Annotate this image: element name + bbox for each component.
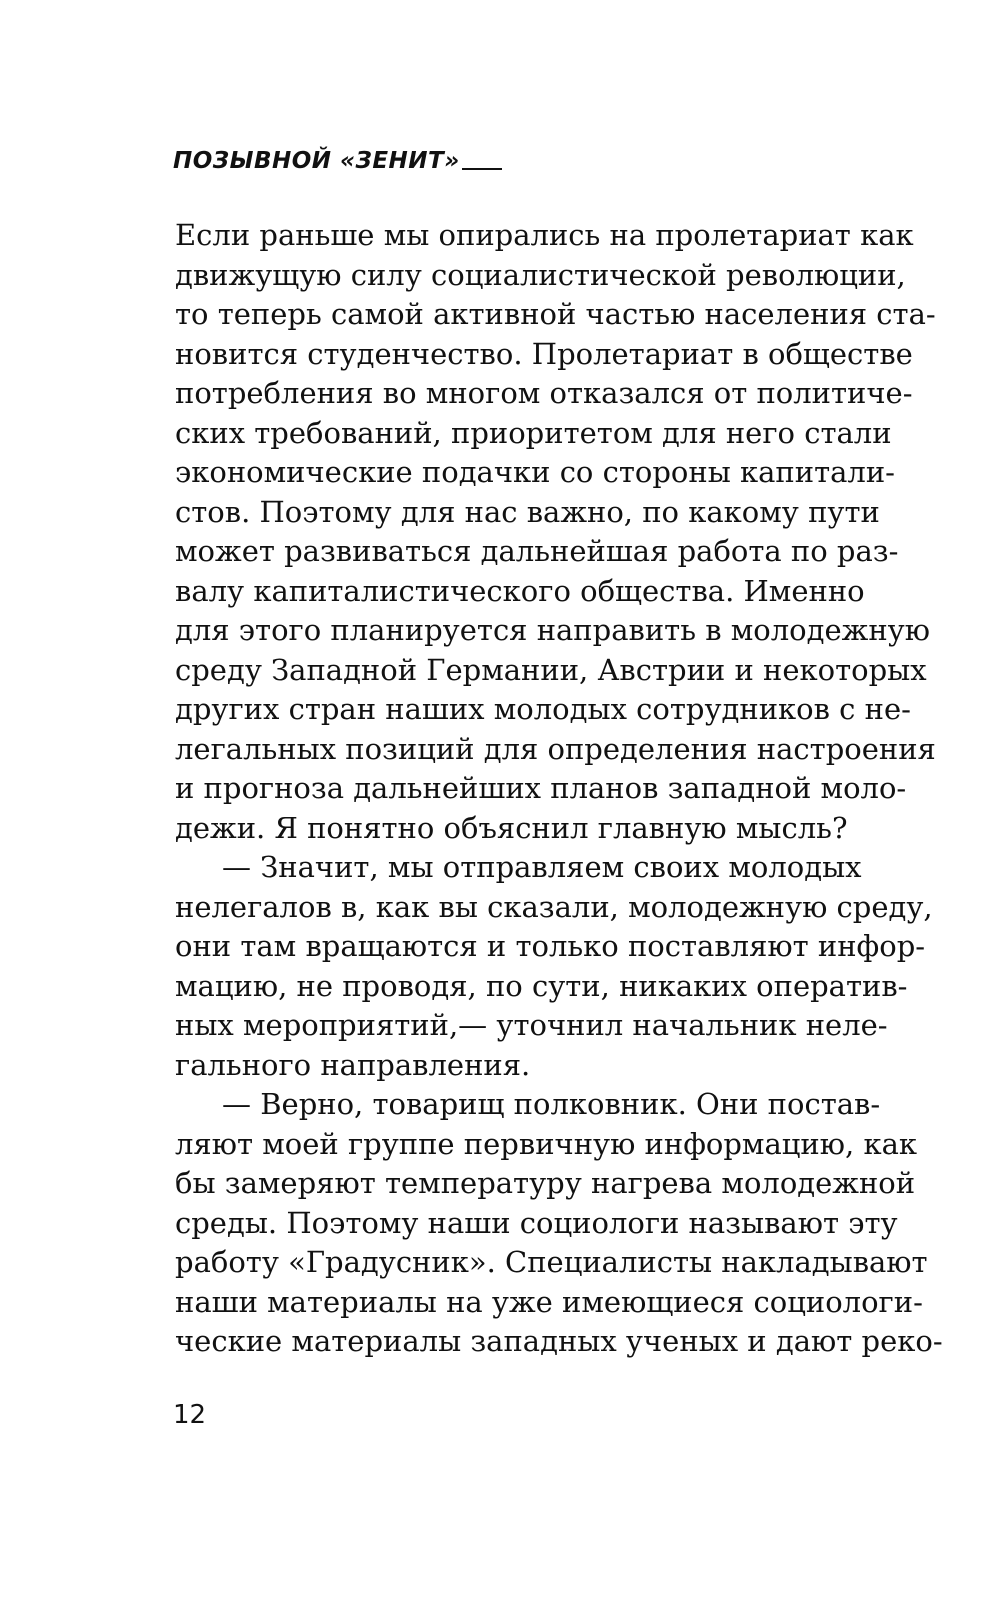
text-line: Если раньше мы опирались на пролетариат как (175, 218, 914, 252)
text-line: то теперь самой активной частью населения ста- (175, 297, 936, 331)
text-line: — Значит, мы отправляем своих молодых (222, 850, 862, 884)
text-line: они там вращаются и только поставляют инфор- (175, 929, 926, 963)
text-line: — Верно, товарищ полковник. Они постав- (222, 1087, 881, 1121)
body-text (175, 216, 943, 1362)
text-line: гального направления. (175, 1047, 531, 1082)
text-line: среду Западной Германии, Австрии и некоторых (175, 652, 927, 687)
running-head (173, 148, 502, 174)
text-line: для этого планируется направить в молодежную (175, 613, 930, 647)
text-line: наши материалы на уже имеющиеся социологи- (175, 1284, 923, 1319)
page-number: 12 (173, 1400, 207, 1430)
text-line: стов. Поэтому для нас важно, по какому пути (175, 494, 880, 529)
text-line: валу капиталистического общества. Именно (175, 573, 865, 608)
text-line: мацию, не проводя, по сути, никаких оператив- (175, 968, 908, 1003)
text-line: ческие материалы западных ученых и дают реко- (175, 1324, 943, 1358)
text-line: легальных позиций для определения настроения (175, 731, 936, 766)
text-line: бы замеряют температуру нагрева молодежной (175, 1166, 916, 1200)
text-line: ных мероприятий,— уточнил начальник неле- (175, 1008, 888, 1042)
text-line: потребления во многом отказался от политиче- (175, 376, 913, 410)
text-line: нелегалов в, как вы сказали, молодежную среду, (175, 889, 933, 924)
text-line: может развиваться дальнейшая работа по раз- (175, 534, 899, 568)
text-line: дежи. Я понятно объяснил главную мысль? (175, 810, 848, 845)
text-line: других стран наших молодых сотрудников с не- (175, 692, 911, 726)
running-head-rule (462, 168, 502, 170)
text-line: движущую силу социалистической революции, (175, 257, 906, 292)
text-line: новится студенчество. Пролетариат в обществе (175, 336, 913, 371)
text-line: экономические подачки со стороны капитали- (175, 455, 895, 489)
text-line: и прогноза дальнейших планов западной моло- (175, 771, 907, 805)
running-head-title: ПОЗЫВНОЙ «ЗЕНИТ» (173, 148, 460, 174)
text-line: среды. Поэтому наши социологи называют эту (175, 1205, 898, 1240)
text-line: работу «Градусник». Специалисты накладывают (175, 1245, 928, 1279)
text-line: ляют моей группе первичную информацию, как (175, 1126, 917, 1161)
text-line: ских требований, приоритетом для него стали (175, 415, 892, 450)
